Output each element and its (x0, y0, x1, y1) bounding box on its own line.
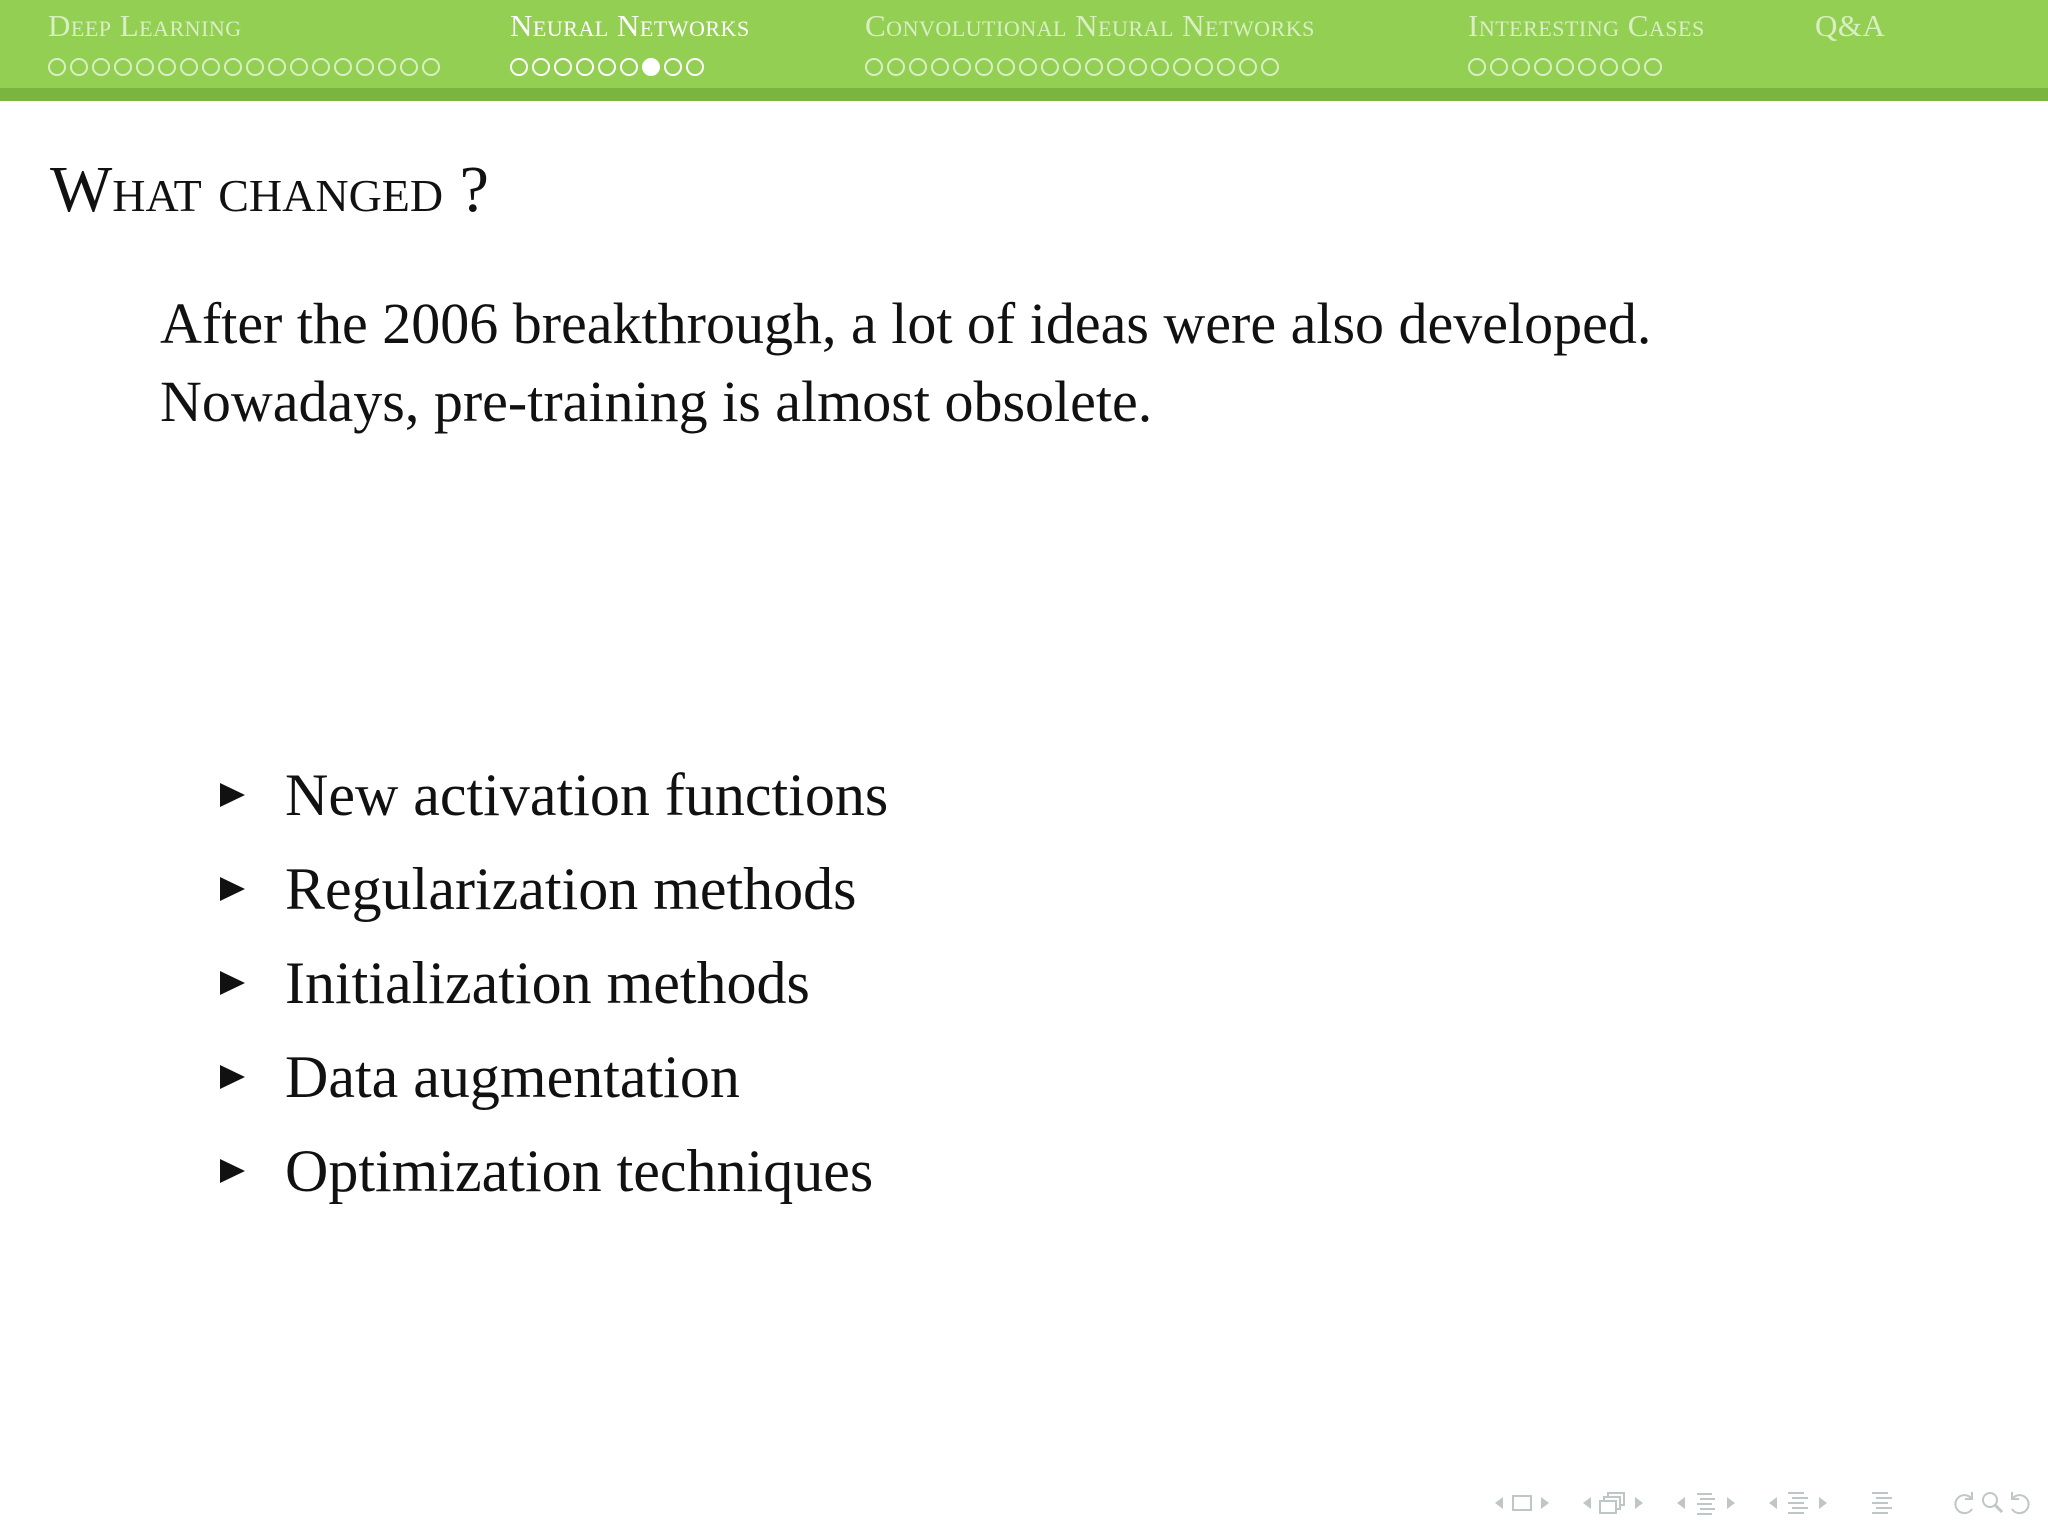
slide-progress-dot[interactable] (158, 58, 176, 76)
back-arrow-icon[interactable] (1950, 1489, 1978, 1517)
slide-progress-dot[interactable] (510, 58, 528, 76)
slide-progress-dot[interactable] (290, 58, 308, 76)
nav-section-neural-networks[interactable] (510, 8, 750, 84)
slide-progress-dot[interactable] (931, 58, 949, 76)
slide-progress-dot[interactable] (180, 58, 198, 76)
slide-title: What changed ? (50, 153, 489, 226)
nav-section-progress-dots (48, 56, 444, 78)
appendix-navigation[interactable] (1868, 1489, 1896, 1517)
slide-progress-dot[interactable] (378, 58, 396, 76)
bullet-list (220, 748, 888, 1218)
bullet-item (220, 1124, 888, 1218)
slide-progress-dot[interactable] (1085, 58, 1103, 76)
previous-slide-icon[interactable] (1583, 1497, 1591, 1509)
slide-progress-dot[interactable] (202, 58, 220, 76)
previous-section-icon[interactable] (1769, 1497, 1777, 1509)
slide-progress-dot[interactable] (48, 58, 66, 76)
slide-progress-dot[interactable] (1217, 58, 1235, 76)
nav-section-deep-learning[interactable] (48, 8, 444, 84)
current-slide-dot[interactable] (642, 58, 660, 76)
slide-navigation[interactable] (1576, 1490, 1650, 1516)
slide-progress-dot[interactable] (268, 58, 286, 76)
slide-progress-dot[interactable] (1151, 58, 1169, 76)
slide-progress-dot[interactable] (1063, 58, 1081, 76)
slide-progress-dot[interactable] (1173, 58, 1191, 76)
slide-progress-dot[interactable] (997, 58, 1015, 76)
nav-section-progress-dots (510, 56, 750, 78)
triangle-bullet-icon (220, 971, 245, 995)
slide-progress-dot[interactable] (953, 58, 971, 76)
bullet-text: Data augmentation (285, 1043, 740, 1110)
nav-section-title[interactable]: Interesting Cases (1468, 8, 1705, 43)
slide-progress-dot[interactable] (620, 58, 638, 76)
section-navigation[interactable] (1762, 1489, 1834, 1517)
next-section-icon[interactable] (1819, 1497, 1827, 1509)
next-slide-icon[interactable] (1635, 1497, 1643, 1509)
previous-frame-icon[interactable] (1495, 1497, 1503, 1509)
slide-intro (160, 285, 1960, 441)
slide-progress-dot[interactable] (70, 58, 88, 76)
slide-progress-dot[interactable] (664, 58, 682, 76)
forward-arrow-icon[interactable] (2006, 1489, 2034, 1517)
slide-progress-dot[interactable] (1644, 58, 1662, 76)
slide-progress-dot[interactable] (1600, 58, 1618, 76)
next-frame-icon[interactable] (1541, 1497, 1549, 1509)
appendix-icon[interactable] (1868, 1489, 1896, 1517)
bullet-item (220, 1030, 888, 1124)
nav-section-title[interactable]: Neural Networks (510, 8, 750, 43)
slide-progress-dot[interactable] (1261, 58, 1279, 76)
intro-line: Nowadays, pre-training is almost obsolete. (160, 369, 1153, 434)
bullet-text: Initialization methods (285, 949, 810, 1016)
slide-progress-dot[interactable] (1622, 58, 1640, 76)
slide-progress-dot[interactable] (686, 58, 704, 76)
header-divider (0, 88, 2048, 101)
section-icon[interactable] (1784, 1489, 1812, 1517)
bullet-item (220, 842, 888, 936)
slide-progress-dot[interactable] (1512, 58, 1530, 76)
search-icon[interactable] (1978, 1489, 2006, 1517)
slide-progress-dot[interactable] (1041, 58, 1059, 76)
slide-progress-dot[interactable] (1578, 58, 1596, 76)
slide-progress-dot[interactable] (865, 58, 883, 76)
history-search-controls (1950, 1489, 2034, 1517)
slide-progress-dot[interactable] (114, 58, 132, 76)
slide-progress-dot[interactable] (92, 58, 110, 76)
intro-line: After the 2006 breakthrough, a lot of ideas were also developed. (160, 291, 1652, 356)
beamer-navigation-controls (1468, 1488, 2034, 1518)
slide-progress-dot[interactable] (576, 58, 594, 76)
slide-progress-dot[interactable] (1468, 58, 1486, 76)
slide-progress-dot[interactable] (1490, 58, 1508, 76)
slide-progress-dot[interactable] (975, 58, 993, 76)
slide-progress-dot[interactable] (554, 58, 572, 76)
slide-progress-dot[interactable] (1107, 58, 1125, 76)
section-navigation-bar (0, 0, 2048, 88)
slide-progress-dot[interactable] (1129, 58, 1147, 76)
triangle-bullet-icon (220, 1065, 245, 1089)
slide-progress-dot[interactable] (334, 58, 352, 76)
nav-section-progress-dots (865, 56, 1315, 78)
nav-section-convolutional-neural-networks[interactable] (865, 8, 1315, 84)
triangle-bullet-icon (220, 1159, 245, 1183)
slide-progress-dot[interactable] (400, 58, 418, 76)
stacked-slides-icon[interactable] (1598, 1490, 1628, 1516)
bullet-item (220, 936, 888, 1030)
slide-progress-dot[interactable] (532, 58, 550, 76)
subsection-navigation[interactable] (1670, 1489, 1742, 1517)
nav-section-progress-dots (1468, 56, 1705, 78)
bullet-item (220, 748, 888, 842)
slide-progress-dot[interactable] (909, 58, 927, 76)
triangle-bullet-icon (220, 877, 245, 901)
slide-progress-dot[interactable] (1534, 58, 1552, 76)
bullet-text: New activation functions (285, 761, 889, 828)
slide-progress-dot[interactable] (1556, 58, 1574, 76)
slide-progress-dot[interactable] (887, 58, 905, 76)
frame-icon[interactable] (1510, 1493, 1534, 1513)
slide-progress-dot[interactable] (1195, 58, 1213, 76)
subsection-icon[interactable] (1692, 1489, 1720, 1517)
bullet-text: Regularization methods (285, 855, 857, 922)
slide-progress-dot[interactable] (246, 58, 264, 76)
slide-progress-dot[interactable] (1019, 58, 1037, 76)
slide-progress-dot[interactable] (312, 58, 330, 76)
slide-progress-dot[interactable] (224, 58, 242, 76)
slide-progress-dot[interactable] (136, 58, 154, 76)
slide-progress-dot[interactable] (598, 58, 616, 76)
nav-section-title[interactable]: Deep Learning (48, 8, 242, 43)
triangle-bullet-icon (220, 783, 245, 807)
slide-progress-dot[interactable] (422, 58, 440, 76)
previous-subsection-icon[interactable] (1677, 1497, 1685, 1509)
frame-navigation[interactable] (1488, 1493, 1556, 1513)
next-subsection-icon[interactable] (1727, 1497, 1735, 1509)
nav-section-title[interactable]: Q&A (1815, 8, 1886, 43)
bullet-text: Optimization techniques (285, 1137, 874, 1204)
nav-section-interesting-cases[interactable] (1468, 8, 1705, 84)
nav-section-q-and-a[interactable] (1815, 8, 1885, 84)
nav-section-title[interactable]: Convolutional Neural Networks (865, 8, 1315, 43)
slide-progress-dot[interactable] (1239, 58, 1257, 76)
slide-progress-dot[interactable] (356, 58, 374, 76)
